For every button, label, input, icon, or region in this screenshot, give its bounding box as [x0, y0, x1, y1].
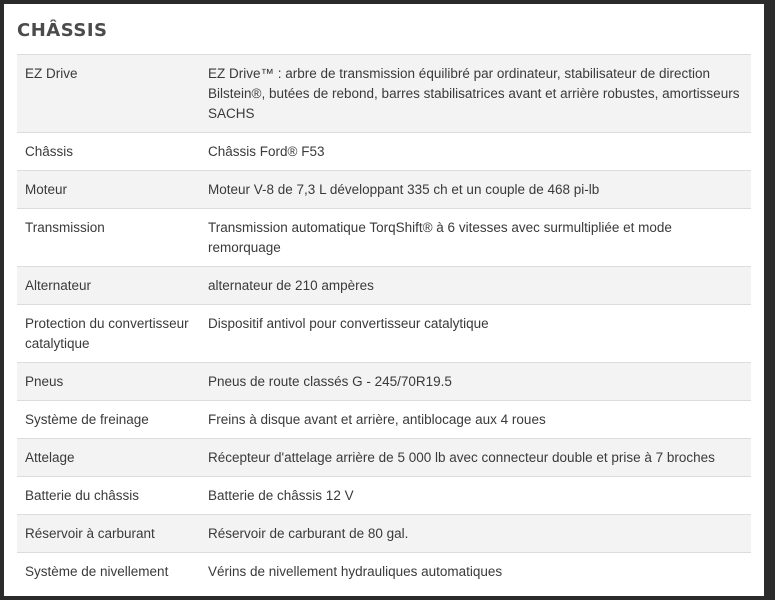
spec-value: Freins à disque avant et arrière, antiblocage aux 4 roues [208, 412, 546, 427]
spec-label: Alternateur [25, 278, 92, 293]
spec-value: Récepteur d'attelage arrière de 5 000 lb avec connecteur double et prise à 7 broches [208, 450, 715, 465]
spec-label: EZ Drive [25, 66, 78, 81]
spec-label: Pneus [25, 374, 64, 389]
spec-label: Moteur [25, 182, 68, 197]
spec-label: Batterie du châssis [25, 488, 140, 503]
spec-value: Transmission automatique TorqShift® à 6 vitesses avec surmultipliée et mode remorquage [208, 220, 672, 255]
spec-value: EZ Drive™ : arbre de transmission équilibré par ordinateur, stabilisateur de direction Bilstein®, butées de rebond, barres stabilisatrices avant et arrière robustes, amortisseurs SACHS [208, 66, 740, 121]
spec-table-body [17, 55, 751, 591]
spec-value: Réservoir de carburant de 80 gal. [208, 526, 409, 541]
table-row [17, 477, 751, 515]
spec-table [17, 54, 751, 590]
table-row [17, 401, 751, 439]
table-row [17, 439, 751, 477]
spec-panel [4, 4, 764, 596]
spec-value: Châssis Ford® F53 [208, 144, 325, 159]
table-row [17, 515, 751, 553]
spec-label: Système de nivellement [25, 564, 169, 579]
table-row [17, 133, 751, 171]
spec-label: Attelage [25, 450, 75, 465]
spec-label: Châssis [25, 144, 74, 159]
section-title: CHÂSSIS [17, 20, 108, 41]
spec-label: Système de freinage [25, 412, 149, 427]
table-row [17, 363, 751, 401]
spec-label: Transmission [25, 220, 105, 235]
spec-value: Pneus de route classés G - 245/70R19.5 [208, 374, 452, 389]
table-row [17, 305, 751, 363]
spec-value: alternateur de 210 ampères [208, 278, 374, 293]
spec-label: Réservoir à carburant [25, 526, 155, 541]
spec-value: Vérins de nivellement hydrauliques automatiques [208, 564, 503, 579]
spec-value: Dispositif antivol pour convertisseur catalytique [208, 316, 489, 331]
spec-label: Protection du convertisseur catalytique [25, 316, 189, 351]
table-row [17, 171, 751, 209]
spec-value: Moteur V-8 de 7,3 L développant 335 ch et un couple de 468 pi-lb [208, 182, 600, 197]
table-row [17, 209, 751, 267]
table-row [17, 267, 751, 305]
table-row [17, 55, 751, 133]
spec-value: Batterie de châssis 12 V [208, 488, 354, 503]
table-row [17, 553, 751, 591]
